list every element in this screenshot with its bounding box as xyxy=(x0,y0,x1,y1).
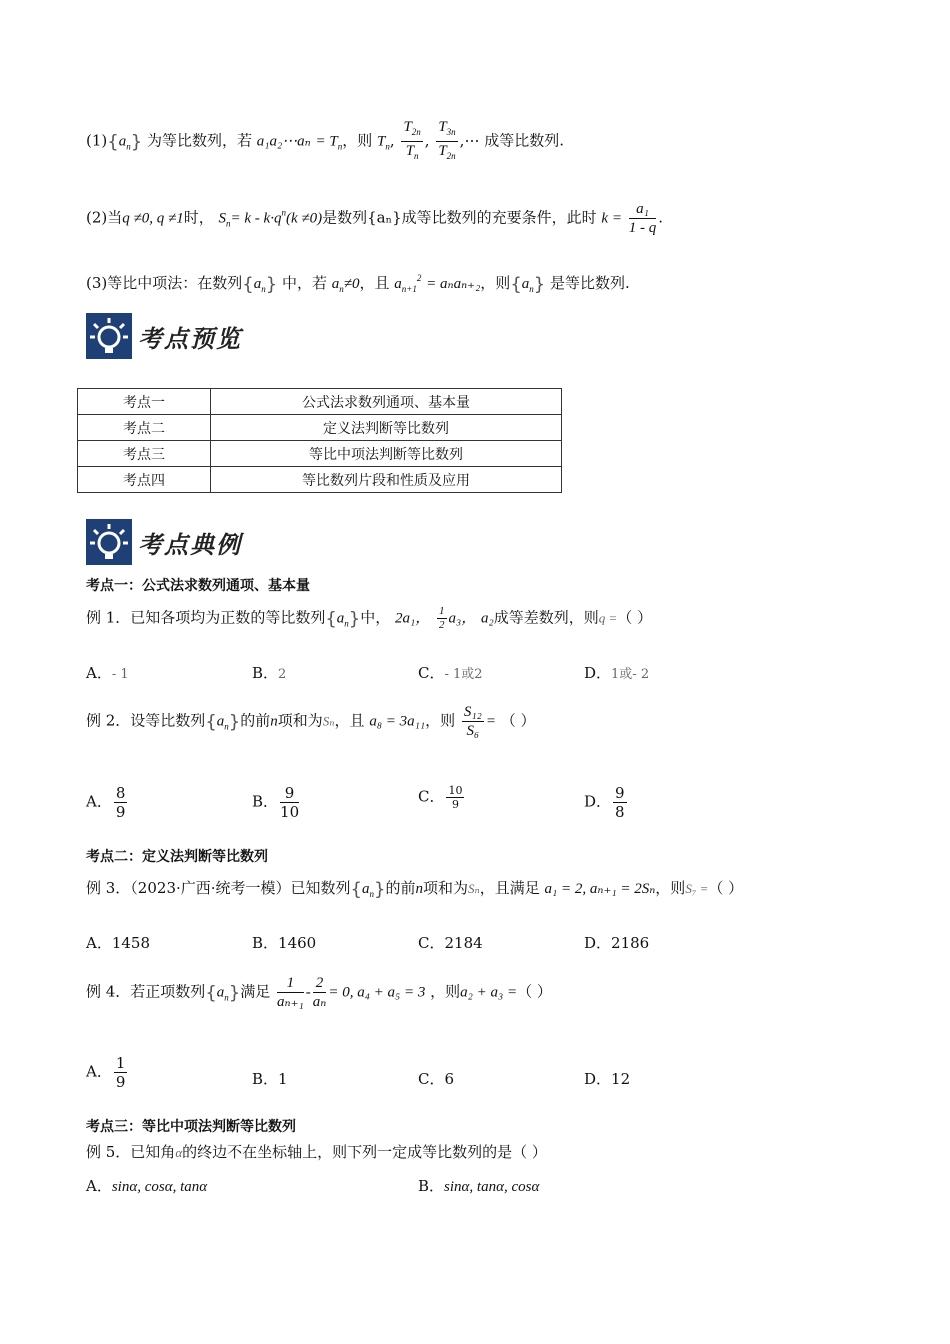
section-title: 考点预览 xyxy=(138,324,242,353)
option-d[interactable]: D．2186 xyxy=(584,934,650,952)
option-d[interactable]: D．1或- 2 xyxy=(584,664,650,682)
property-2: (2)当q ≠0, q ≠1时， $S_n= k - k\cdot q^n(k \ne 0)$是数列{aₙ}成等比数列的充要条件，此时 k = $\frac{\text{a₁}}{1 - q}$ . xyxy=(86,201,663,236)
section-header-examples xyxy=(86,518,242,566)
option-c[interactable]: C．- 1或2 xyxy=(418,664,483,682)
fraction-t2n-tn: $\frac{T_{2n}}{T_n}$ xyxy=(403,119,421,161)
keypoint-1-heading: 考点一：公式法求数列通项、基本量 xyxy=(86,578,310,594)
option-b[interactable]: B．sinα, tanα, cosα xyxy=(418,1177,540,1195)
option-b[interactable]: B．2 xyxy=(252,664,287,682)
option-b[interactable]: B．1460 xyxy=(252,934,317,952)
section-header-preview xyxy=(86,312,242,360)
option-d[interactable]: D．12 xyxy=(584,1070,631,1088)
option-b[interactable]: B． $\frac{9}{10}$ xyxy=(252,784,300,821)
keypoint-3-heading: 考点三：等比中项法判断等比数列 xyxy=(86,1119,296,1135)
option-a[interactable]: A．1458 xyxy=(86,934,151,952)
section-title: 考点典例 xyxy=(138,530,242,559)
brace-left: { xyxy=(107,131,119,153)
table-row: 考点一 公式法求数列通项、基本量 xyxy=(78,389,562,415)
product-expr: a₁a₂⋯aₙ xyxy=(256,133,311,150)
keypoint-2-heading: 考点二：定义法判断等比数列 xyxy=(86,849,268,865)
option-a[interactable]: A．- 1 xyxy=(86,664,129,682)
option-a[interactable]: A．sinα, cosα, tanα xyxy=(86,1177,208,1195)
option-c[interactable]: C．6 xyxy=(418,1070,455,1088)
table-row: 考点二 定义法判断等比数列 xyxy=(78,415,562,441)
property-3: (3)等比中项法：在数列$\{a_n\}$ 中，若 $a_n\ne 0$，且 $a_{n+1}^2 = a_na_{n+2}$，则$\{a_n\}$ 是等比数列. xyxy=(86,273,630,295)
fraction-t3n-t2n: $\frac{T_{3n}}{T_{2n}}$ xyxy=(438,119,456,161)
option-a[interactable]: A． $\frac{1}{9}$ xyxy=(86,1054,126,1091)
option-c[interactable]: C． $\frac{10}{9}$ xyxy=(418,784,463,811)
example-3: 例 3．（2023·广西·统考一模）已知数列$\{a_n\}$的前n项和为Sₙ，且满足 a₁ = 2, aₙ₊₁ = 2Sₙ，则S₇ =（ ） xyxy=(86,879,744,900)
example-4: 例 4．若正项数列$\{a_n\}$满足 $\frac{1}{\text{aₙ₊₁}}$ - $\frac{2}{\text{aₙ}}$ = 0, a₄ + a₅ = 3 ，则a₂ + a₃ =（ ） xyxy=(86,975,552,1010)
lightbulb-icon xyxy=(86,519,132,565)
property-1: $(1)\{a_n\}$ 为等比数列，若 a₁a₂⋯aₙ = $T_n$，则 $T_n$, $\frac{T_{2n}}{T_n}$ , $\frac{T_{3n}}{T_{2n}}$ ,⋯ 成等比数列. xyxy=(86,118,564,165)
table-row: 考点四 等比数列片段和性质及应用 xyxy=(78,467,562,493)
fraction-2-an: $\frac{2}{\text{aₙ}}$ xyxy=(312,975,327,1010)
table-row: 考点三 等比中项法判断等比数列 xyxy=(78,441,562,467)
fraction-s12-s6: $\frac{\text{S₁₂}}{\text{S₆}}$ xyxy=(463,704,482,739)
lightbulb-icon xyxy=(86,313,132,359)
topic-table xyxy=(77,388,562,493)
option-c[interactable]: C．2184 xyxy=(418,934,483,952)
example-1: 例 1．已知各项均为正数的等比数列$\{a_n\}$中， 2a₁， $\frac{1}{2}$ a₃， a₂成等差数列，则q =（ ） xyxy=(86,605,653,631)
brace-right: } xyxy=(130,131,143,153)
option-b[interactable]: B．1 xyxy=(252,1070,288,1088)
option-d[interactable]: D． $\frac{9}{8}$ xyxy=(584,784,625,821)
fraction-k: $\frac{\text{a₁}}{1 - q}$ xyxy=(628,201,657,236)
example-5: 例 5．已知角α的终边不在坐标轴上，则下列一定成等比数列的是（ ） xyxy=(86,1143,547,1161)
example-2: 例 2．设等比数列$\{a_n\}$的前n项和为Sₙ，且 a₈ = 3a₁₁，则 $\frac{\text{S₁₂}}{\text{S₆}}$ = （ ） xyxy=(86,704,536,739)
fraction-half: $\frac{1}{2}$ xyxy=(439,605,445,631)
option-a[interactable]: A． $\frac{8}{9}$ xyxy=(86,784,126,821)
fraction-1-an1: $\frac{1}{\text{aₙ₊₁}}$ xyxy=(277,975,304,1010)
